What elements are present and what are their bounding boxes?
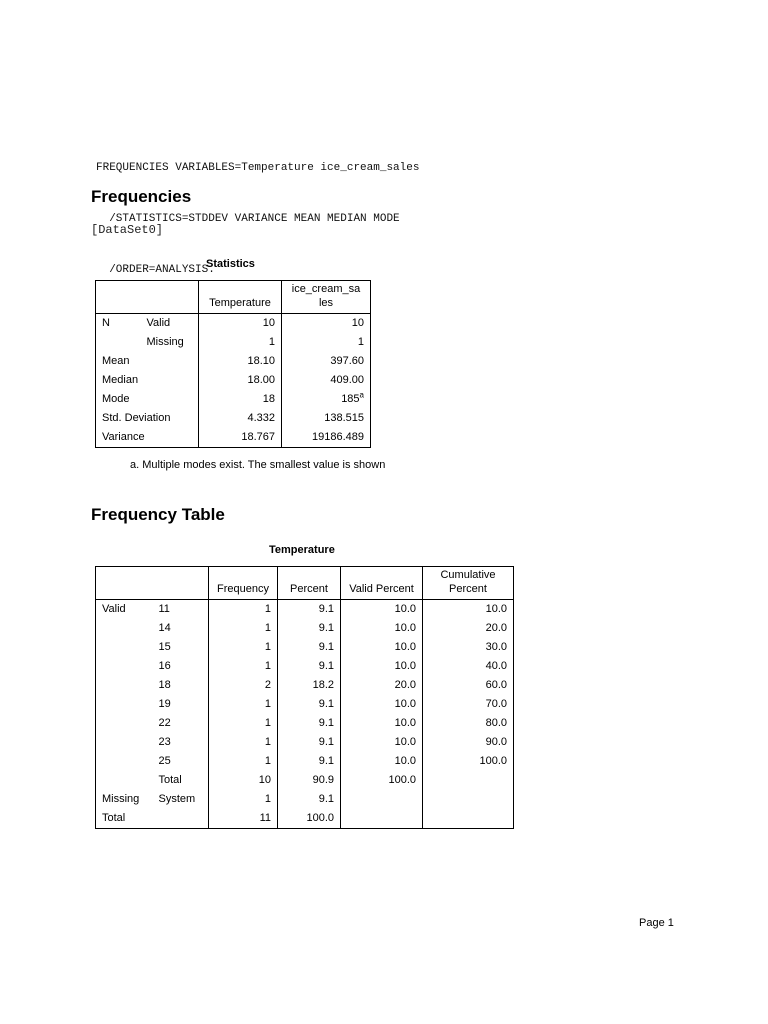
- row-label: [96, 638, 153, 657]
- valid-percent-value: [341, 809, 423, 829]
- frequency-value: 2: [209, 676, 278, 695]
- frequency-value: 1: [209, 790, 278, 809]
- row-label: [96, 733, 153, 752]
- row-label: Mean: [96, 352, 199, 371]
- cumulative-percent-value: 40.0: [423, 657, 514, 676]
- statistics-row-variance: [96, 428, 371, 448]
- table-row: [96, 619, 514, 638]
- temperature-table-body: [96, 600, 514, 829]
- syntax-line: /ORDER=ANALYSIS.: [96, 264, 215, 276]
- row-label: [96, 333, 141, 352]
- statistics-corner-cell: [96, 281, 199, 314]
- row-label: N: [96, 314, 141, 334]
- frequency-value: 10: [209, 771, 278, 790]
- ice-cream-mode-value: 185: [341, 393, 360, 405]
- valid-percent-value: 10.0: [341, 733, 423, 752]
- percent-value: 9.1: [278, 638, 341, 657]
- row-sublabel: 11: [158, 603, 170, 615]
- row-sublabel: 14: [158, 622, 171, 634]
- frequency-value: 1: [209, 600, 278, 620]
- row-label: Total: [96, 809, 153, 829]
- row-label: [96, 771, 153, 790]
- row-label: [96, 676, 153, 695]
- frequency-value: 1: [209, 619, 278, 638]
- valid-percent-value: 10.0: [341, 695, 423, 714]
- row-sublabel: 19: [158, 698, 171, 710]
- table-row: [96, 771, 514, 790]
- valid-percent-value: 10.0: [341, 600, 423, 620]
- table-row: [96, 733, 514, 752]
- valid-percent-value: 10.0: [341, 638, 423, 657]
- cumulative-percent-value: 20.0: [423, 619, 514, 638]
- percent-value: 9.1: [278, 657, 341, 676]
- table-row: [96, 809, 514, 829]
- header-ice-cream-sales-line2: les: [318, 297, 334, 309]
- row-sublabel: 16: [158, 660, 171, 672]
- frequency-value: 11: [209, 809, 278, 829]
- row-sublabel: System: [158, 793, 196, 805]
- percent-value: 9.1: [278, 695, 341, 714]
- valid-percent-value: 100.0: [341, 771, 423, 790]
- cumulative-percent-value: 60.0: [423, 676, 514, 695]
- percent-value: 100.0: [278, 809, 341, 829]
- header-percent: Percent: [278, 567, 341, 600]
- valid-percent-value: 10.0: [341, 657, 423, 676]
- row-label: Variance: [96, 428, 199, 448]
- row-sublabel: Total: [158, 774, 182, 786]
- row-label: [96, 714, 153, 733]
- header-cumulative-line2: Percent: [449, 583, 487, 595]
- cumulative-percent-value: [423, 809, 514, 829]
- table-row: [96, 600, 514, 620]
- table-row: [96, 657, 514, 676]
- statistics-row-n-valid: [96, 314, 371, 334]
- cumulative-percent-value: [423, 771, 514, 790]
- temperature-value: 4.332: [199, 409, 282, 428]
- statistics-row-mode: [96, 390, 371, 409]
- cumulative-percent-value: 30.0: [423, 638, 514, 657]
- row-label: [96, 657, 153, 676]
- row-label: Median: [96, 371, 199, 390]
- percent-value: 9.1: [278, 733, 341, 752]
- row-label: Mode: [96, 390, 199, 409]
- row-sublabel: 22: [158, 717, 171, 729]
- table-row: [96, 695, 514, 714]
- ice-cream-value: 138.515: [282, 409, 371, 428]
- header-cumulative-percent: [423, 567, 514, 600]
- row-label: Missing: [96, 790, 153, 809]
- valid-percent-value: [341, 790, 423, 809]
- header-valid-percent: Valid Percent: [341, 567, 423, 600]
- row-sublabel: 23: [158, 736, 171, 748]
- frequency-value: 1: [209, 657, 278, 676]
- row-label: [96, 619, 153, 638]
- ice-cream-value: 397.60: [282, 352, 371, 371]
- frequency-table-heading: Frequency Table: [91, 505, 225, 524]
- ice-cream-value: 409.00: [282, 371, 371, 390]
- percent-value: 9.1: [278, 600, 341, 620]
- syntax-line: /STATISTICS=STDDEV VARIANCE MEAN MEDIAN MODE: [96, 213, 400, 225]
- valid-percent-value: 20.0: [341, 676, 423, 695]
- table-row: [96, 752, 514, 771]
- frequency-value: 1: [209, 733, 278, 752]
- header-cumulative-line1: Cumulative: [440, 569, 496, 581]
- table-row: [96, 790, 514, 809]
- cumulative-percent-value: [423, 790, 514, 809]
- statistics-row-mean: [96, 352, 371, 371]
- cumulative-percent-value: 10.0: [423, 600, 514, 620]
- footnote-marker: a: [359, 390, 364, 400]
- frequency-value: 1: [209, 714, 278, 733]
- row-sublabel: 18: [158, 679, 171, 691]
- ice-cream-value: 10: [282, 314, 371, 334]
- cumulative-percent-value: 70.0: [423, 695, 514, 714]
- statistics-table: [95, 280, 371, 448]
- percent-value: 9.1: [278, 790, 341, 809]
- page-number: Page 1: [639, 917, 674, 929]
- statistics-row-n-missing: [96, 333, 371, 352]
- statistics-header-row: [96, 281, 371, 314]
- frequency-value: 1: [209, 695, 278, 714]
- valid-percent-value: 10.0: [341, 714, 423, 733]
- percent-value: 18.2: [278, 676, 341, 695]
- statistics-row-median: [96, 371, 371, 390]
- header-ice-cream-sales: [282, 281, 371, 314]
- temperature-value: 18.00: [199, 371, 282, 390]
- percent-value: 90.9: [278, 771, 341, 790]
- row-label: [96, 752, 153, 771]
- temperature-value: 18.767: [199, 428, 282, 448]
- row-sublabel: 15: [158, 641, 171, 653]
- dataset-label: [DataSet0]: [91, 223, 164, 237]
- temperature-corner-cell: [96, 567, 209, 600]
- row-label: Std. Deviation: [96, 409, 199, 428]
- row-sublabel: Missing: [146, 336, 184, 348]
- cumulative-percent-value: 80.0: [423, 714, 514, 733]
- ice-cream-value: [282, 390, 371, 409]
- temperature-value: 18.10: [199, 352, 282, 371]
- row-label: Valid: [96, 600, 153, 620]
- table-row: [96, 676, 514, 695]
- temperature-value: 10: [199, 314, 282, 334]
- percent-value: 9.1: [278, 619, 341, 638]
- temperature-header-row: [96, 567, 514, 600]
- statistics-footnote: a. Multiple modes exist. The smallest value is shown: [130, 459, 386, 471]
- header-frequency: Frequency: [209, 567, 278, 600]
- temperature-frequency-table: [95, 566, 514, 829]
- header-ice-cream-sales-line1: ice_cream_sa: [291, 283, 361, 295]
- statistics-row-std-deviation: [96, 409, 371, 428]
- table-row: [96, 638, 514, 657]
- row-sublabel: Valid: [146, 317, 171, 329]
- ice-cream-value: 1: [282, 333, 371, 352]
- syntax-line: FREQUENCIES VARIABLES=Temperature ice_cream_sales: [96, 162, 420, 174]
- cumulative-percent-value: 100.0: [423, 752, 514, 771]
- temperature-value: 1: [199, 333, 282, 352]
- temperature-table-title: Temperature: [269, 544, 335, 556]
- row-label: [96, 695, 153, 714]
- temperature-value: 18: [199, 390, 282, 409]
- percent-value: 9.1: [278, 714, 341, 733]
- statistics-title: Statistics: [206, 258, 255, 270]
- syntax-block: [96, 126, 419, 296]
- ice-cream-value: 19186.489: [282, 428, 371, 448]
- table-row: [96, 714, 514, 733]
- frequency-value: 1: [209, 752, 278, 771]
- frequency-value: 1: [209, 638, 278, 657]
- row-sublabel: 25: [158, 755, 171, 767]
- valid-percent-value: 10.0: [341, 752, 423, 771]
- row-sublabel: [153, 809, 209, 829]
- valid-percent-value: 10.0: [341, 619, 423, 638]
- header-temperature: Temperature: [199, 281, 282, 314]
- percent-value: 9.1: [278, 752, 341, 771]
- frequencies-heading: Frequencies: [91, 187, 192, 206]
- cumulative-percent-value: 90.0: [423, 733, 514, 752]
